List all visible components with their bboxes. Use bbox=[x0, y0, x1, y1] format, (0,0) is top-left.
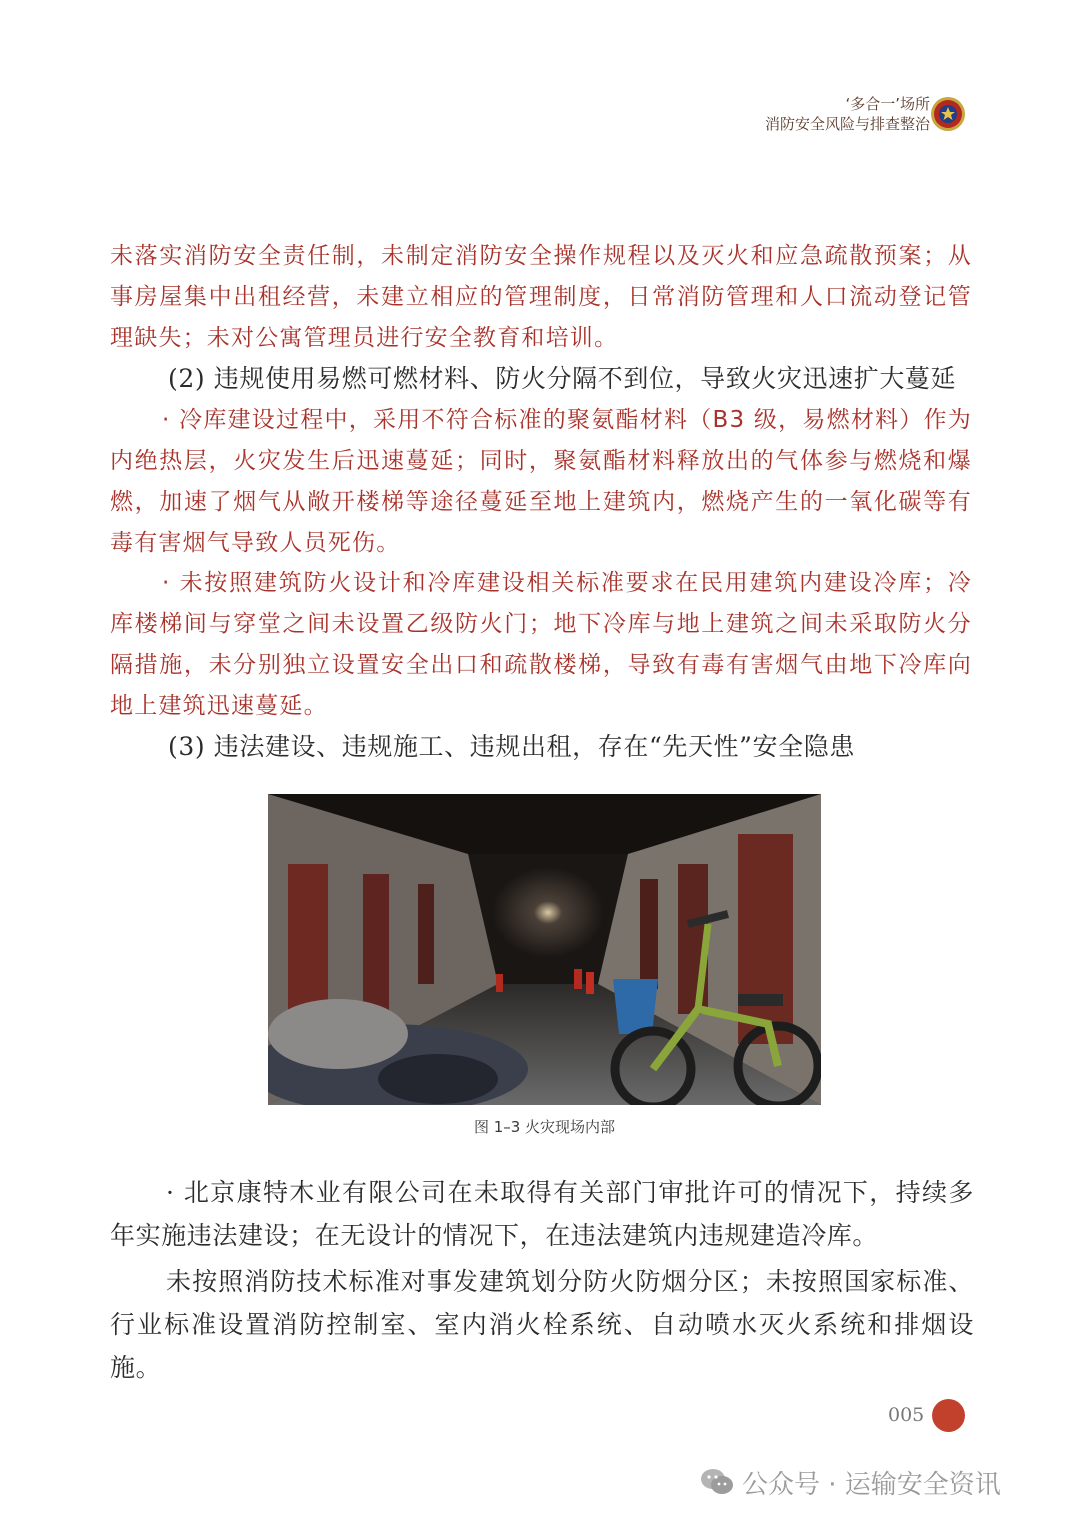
section-heading-2: (2) 违规使用易燃可燃材料、防火分隔不到位，导致火灾迅速扩大蔓延 bbox=[168, 364, 957, 393]
paragraph-fire-zones: 未按照消防技术标准对事发建筑划分防火防烟分区；未按照国家标准、行业标准设置消防控制室、室内消火栓系统、自动喷水灭火系统和排烟设施。 bbox=[110, 1267, 974, 1382]
running-header bbox=[765, 94, 930, 134]
running-header-line1: ‘多合一’场所 bbox=[845, 95, 930, 113]
section-heading-3: (3) 违法建设、违规施工、违规出租，存在“先天性”安全隐患 bbox=[168, 732, 855, 761]
paragraph-cold-storage-material: · 冷库建设过程中，采用不符合标准的聚氨酯材料（B3 级，易燃材料）作为内绝热层，火灾发生后迅速蔓延；同时，聚氨酯材料释放出的气体参与燃烧和爆燃，加速了烟气从敞开楼梯等途径蔓延至地上建筑内，燃烧产生的一氧化碳等有毒有害烟气导致人员死伤。 bbox=[110, 407, 972, 556]
paragraph-responsibility: 未落实消防安全责任制，未制定消防安全操作规程以及灭火和应急疏散预案；从事房屋集中出租经营，未建立相应的管理制度，日常消防管理和人口流动登记管理缺失；未对公寓管理员进行安全教育和培训。 bbox=[110, 243, 972, 351]
watermark-text: 公众号 · 运输安全资讯 bbox=[742, 1469, 1001, 1500]
paragraph-illegal-construction: · 北京康特木业有限公司在未取得有关部门审批许可的情况下，持续多年实施违法建设；在无设计的情况下，在违法建筑内违规建造冷库。 bbox=[110, 1178, 974, 1250]
page-number: 005 bbox=[888, 1404, 925, 1426]
page-number-dot bbox=[932, 1399, 965, 1432]
running-header-line2: 消防安全风险与排查整治 bbox=[764, 115, 930, 133]
paragraph-fire-separation: · 未按照建筑防火设计和冷库建设相关标准要求在民用建筑内建设冷库；冷库楼梯间与穿堂之间未设置乙级防火门；地下冷库与地上建筑之间未采取防火分隔措施，未分别独立设置安全出口和疏散楼梯，导致有毒有害烟气由地下冷库向地上建筑迅速蔓延。 bbox=[110, 570, 972, 719]
watermark bbox=[700, 1462, 1001, 1502]
fire-scene-photo bbox=[268, 794, 821, 1105]
wechat-icon bbox=[700, 1467, 734, 1497]
figure-caption: 图 1–3 火灾现场内部 bbox=[473, 1118, 616, 1136]
fire-rescue-emblem-icon bbox=[930, 96, 966, 132]
